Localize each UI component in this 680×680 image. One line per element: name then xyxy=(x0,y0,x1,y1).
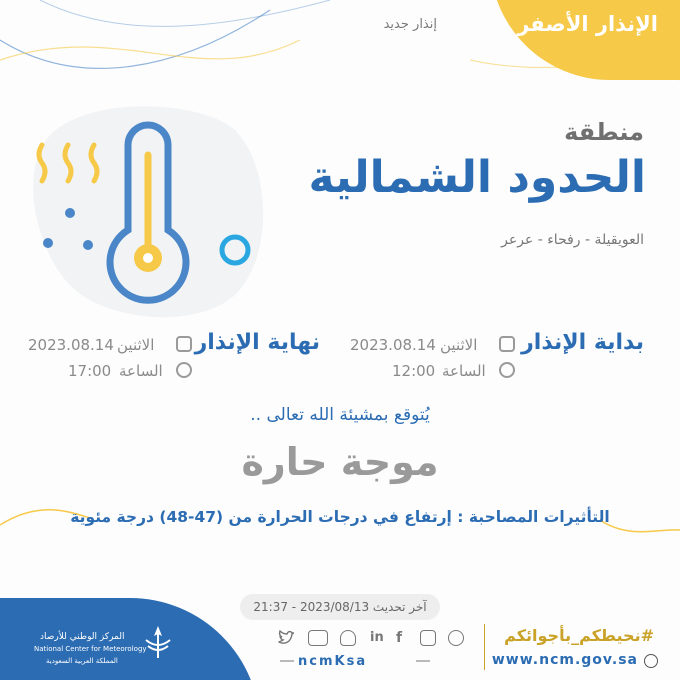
effects-text: التأثيرات المصاحبة : إرتفاع في درجات الحرارة من (47-48) درجة مئوية xyxy=(70,508,610,526)
phenomenon-title: موجة حارة xyxy=(241,440,439,484)
forecast-intro: يُتوقع بمشيئة الله تعالى .. xyxy=(250,405,430,425)
end-time: 17:00 xyxy=(68,362,112,380)
start-time-label: الساعة xyxy=(442,362,486,380)
twitter-icon[interactable] xyxy=(278,630,294,646)
footer-divider xyxy=(484,624,485,670)
globe-icon xyxy=(644,654,658,668)
youtube-icon[interactable] xyxy=(308,630,328,646)
end-time-label: الساعة xyxy=(119,362,163,380)
start-label: بداية الإنذار xyxy=(521,330,644,355)
end-date: 2023.08.14 xyxy=(28,336,114,354)
region-cities: العويقيلة - رفحاء - عرعر xyxy=(501,232,644,248)
clock-icon xyxy=(499,362,515,378)
org-country: المملكة العربية السعودية xyxy=(46,657,118,665)
start-date: 2023.08.14 xyxy=(350,336,436,354)
end-day: الاثنين xyxy=(117,336,155,354)
end-label: نهاية الإنذار xyxy=(194,330,320,355)
org-name-en: National Center for Meteorology xyxy=(34,645,147,653)
org-name-ar: المركز الوطني للأرصاد xyxy=(40,632,125,642)
instagram-icon[interactable] xyxy=(420,630,436,646)
hashtag: #نحيطكم_بأجوائكم xyxy=(504,626,654,645)
start-time: 12:00 xyxy=(392,362,436,380)
threads-icon[interactable] xyxy=(448,630,464,646)
last-update-pill: آخر تحديث 2023/08/13 - 21:37 xyxy=(240,594,440,620)
facebook-icon[interactable]: f xyxy=(396,630,403,646)
snapchat-icon[interactable] xyxy=(340,630,356,646)
thermometer-icon xyxy=(20,95,280,325)
linkedin-icon[interactable]: in xyxy=(370,630,384,645)
calendar-icon xyxy=(499,336,515,352)
region-name: الحدود الشمالية xyxy=(308,152,646,203)
ncm-logo xyxy=(140,622,176,662)
website-link[interactable]: www.ncm.gov.sa xyxy=(491,652,638,668)
alert-level-title: الإنذار الأصفر xyxy=(517,12,658,36)
clock-icon xyxy=(176,362,192,378)
calendar-icon xyxy=(176,336,192,352)
social-handle[interactable]: ncmKsa xyxy=(298,654,368,669)
new-alert-label: إنذار جديد xyxy=(383,17,437,32)
region-label: منطقة xyxy=(564,118,644,146)
start-day: الاثنين xyxy=(440,336,478,354)
